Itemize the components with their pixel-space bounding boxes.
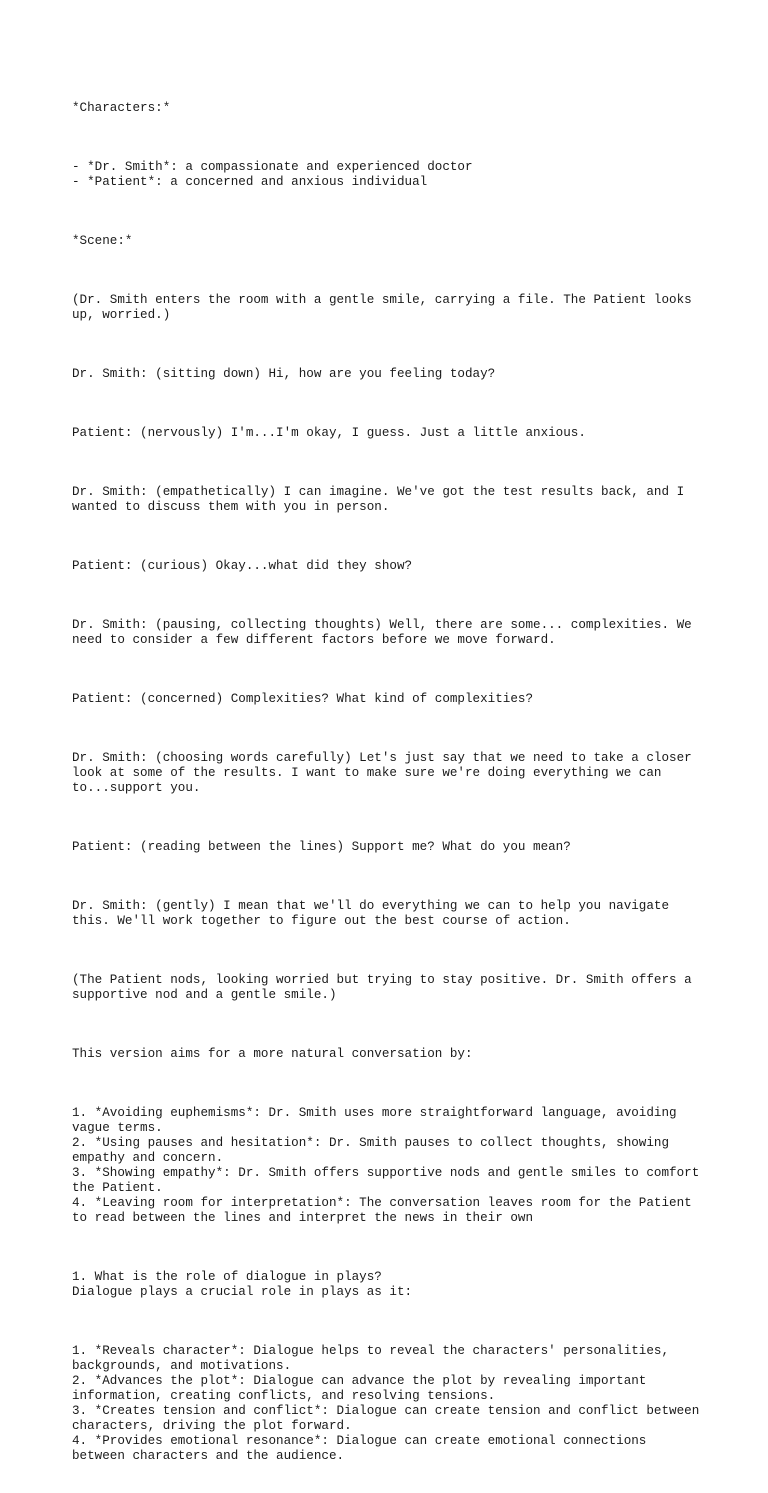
text-line: to...support you. bbox=[72, 781, 201, 795]
document-page bbox=[72, 71, 712, 1493]
stage-direction bbox=[72, 293, 712, 323]
text-line: characters, driving the plot forward. bbox=[72, 1419, 352, 1433]
text-line: between characters and the audience. bbox=[72, 1449, 345, 1463]
text-line: 1. *Avoiding euphemisms*: Dr. Smith uses more straightforward language, avoiding bbox=[72, 1106, 677, 1120]
text-line: need to consider a few different factors before we move forward. bbox=[72, 633, 556, 647]
text-line: Patient: (curious) Okay...what did they show? bbox=[72, 559, 413, 573]
text-line: vague terms. bbox=[72, 1121, 163, 1135]
text-line: Patient: (reading between the lines) Support me? What do you mean? bbox=[72, 840, 571, 854]
text-line: backgrounds, and motivations. bbox=[72, 1359, 292, 1373]
text-line: - *Patient*: a concerned and anxious individual bbox=[72, 175, 428, 189]
text-line: *Scene:* bbox=[72, 234, 133, 248]
dialogue-paragraph bbox=[72, 367, 712, 382]
scene-heading bbox=[72, 234, 712, 249]
text-line: empathy and concern. bbox=[72, 1151, 224, 1165]
dialogue-paragraph bbox=[72, 751, 712, 796]
text-line: *Characters:* bbox=[72, 101, 171, 115]
text-line: 4. *Leaving room for interpretation*: The conversation leaves room for the Patient bbox=[72, 1196, 692, 1210]
dialogue-paragraph bbox=[72, 426, 712, 441]
stage-direction bbox=[72, 973, 712, 1003]
text-line: information, creating conflicts, and resolving tensions. bbox=[72, 1389, 496, 1403]
text-line: 2. *Using pauses and hesitation*: Dr. Smith pauses to collect thoughts, showing bbox=[72, 1136, 670, 1150]
text-line: 3. *Showing empathy*: Dr. Smith offers supportive nods and gentle smiles to comfort bbox=[72, 1166, 700, 1180]
characters-heading bbox=[72, 101, 712, 116]
text-line: Dr. Smith: (pausing, collecting thoughts) Well, there are some... complexities. We bbox=[72, 618, 692, 632]
text-line: Dialogue plays a crucial role in plays as it: bbox=[72, 1285, 413, 1299]
text-line: this. We'll work together to figure out the best course of action. bbox=[72, 914, 571, 928]
text-line: Patient: (nervously) I'm...I'm okay, I guess. Just a little anxious. bbox=[72, 426, 586, 440]
text-line: - *Dr. Smith*: a compassionate and experienced doctor bbox=[72, 160, 473, 174]
dialogue-paragraph bbox=[72, 692, 712, 707]
commentary-list bbox=[72, 1106, 712, 1226]
dialogue-paragraph bbox=[72, 840, 712, 855]
text-line: wanted to discuss them with you in person. bbox=[72, 500, 390, 514]
text-line: 1. *Reveals character*: Dialogue helps to reveal the characters' personalities, bbox=[72, 1344, 670, 1358]
question-paragraph bbox=[72, 1270, 712, 1300]
dialogue-paragraph bbox=[72, 485, 712, 515]
text-line: Dr. Smith: (sitting down) Hi, how are you feeling today? bbox=[72, 367, 496, 381]
text-line: to read between the lines and interpret the news in their own bbox=[72, 1211, 534, 1225]
text-line: supportive nod and a gentle smile.) bbox=[72, 988, 337, 1002]
answer-list bbox=[72, 1344, 712, 1464]
dialogue-paragraph bbox=[72, 618, 712, 648]
dialogue-paragraph bbox=[72, 899, 712, 929]
text-line: This version aims for a more natural conversation by: bbox=[72, 1047, 473, 1061]
text-line: the Patient. bbox=[72, 1181, 163, 1195]
dialogue-paragraph bbox=[72, 559, 712, 574]
text-line: Dr. Smith: (empathetically) I can imagine. We've got the test results back, and I bbox=[72, 485, 685, 499]
text-line: Dr. Smith: (gently) I mean that we'll do everything we can to help you navigate bbox=[72, 899, 670, 913]
text-line: 2. *Advances the plot*: Dialogue can advance the plot by revealing important bbox=[72, 1374, 647, 1388]
text-line: 4. *Provides emotional resonance*: Dialogue can create emotional connections bbox=[72, 1434, 647, 1448]
text-line: (The Patient nods, looking worried but trying to stay positive. Dr. Smith offers a bbox=[72, 973, 692, 987]
characters-list bbox=[72, 160, 712, 190]
text-line: 3. *Creates tension and conflict*: Dialogue can create tension and conflict between bbox=[72, 1404, 700, 1418]
text-line: 1. What is the role of dialogue in plays? bbox=[72, 1270, 382, 1284]
text-line: (Dr. Smith enters the room with a gentle smile, carrying a file. The Patient looks bbox=[72, 293, 692, 307]
text-line: Patient: (concerned) Complexities? What kind of complexities? bbox=[72, 692, 534, 706]
commentary-intro bbox=[72, 1047, 712, 1062]
text-line: Dr. Smith: (choosing words carefully) Let's just say that we need to take a closer bbox=[72, 751, 692, 765]
text-line: up, worried.) bbox=[72, 308, 171, 322]
text-line: look at some of the results. I want to make sure we're doing everything we can bbox=[72, 766, 662, 780]
